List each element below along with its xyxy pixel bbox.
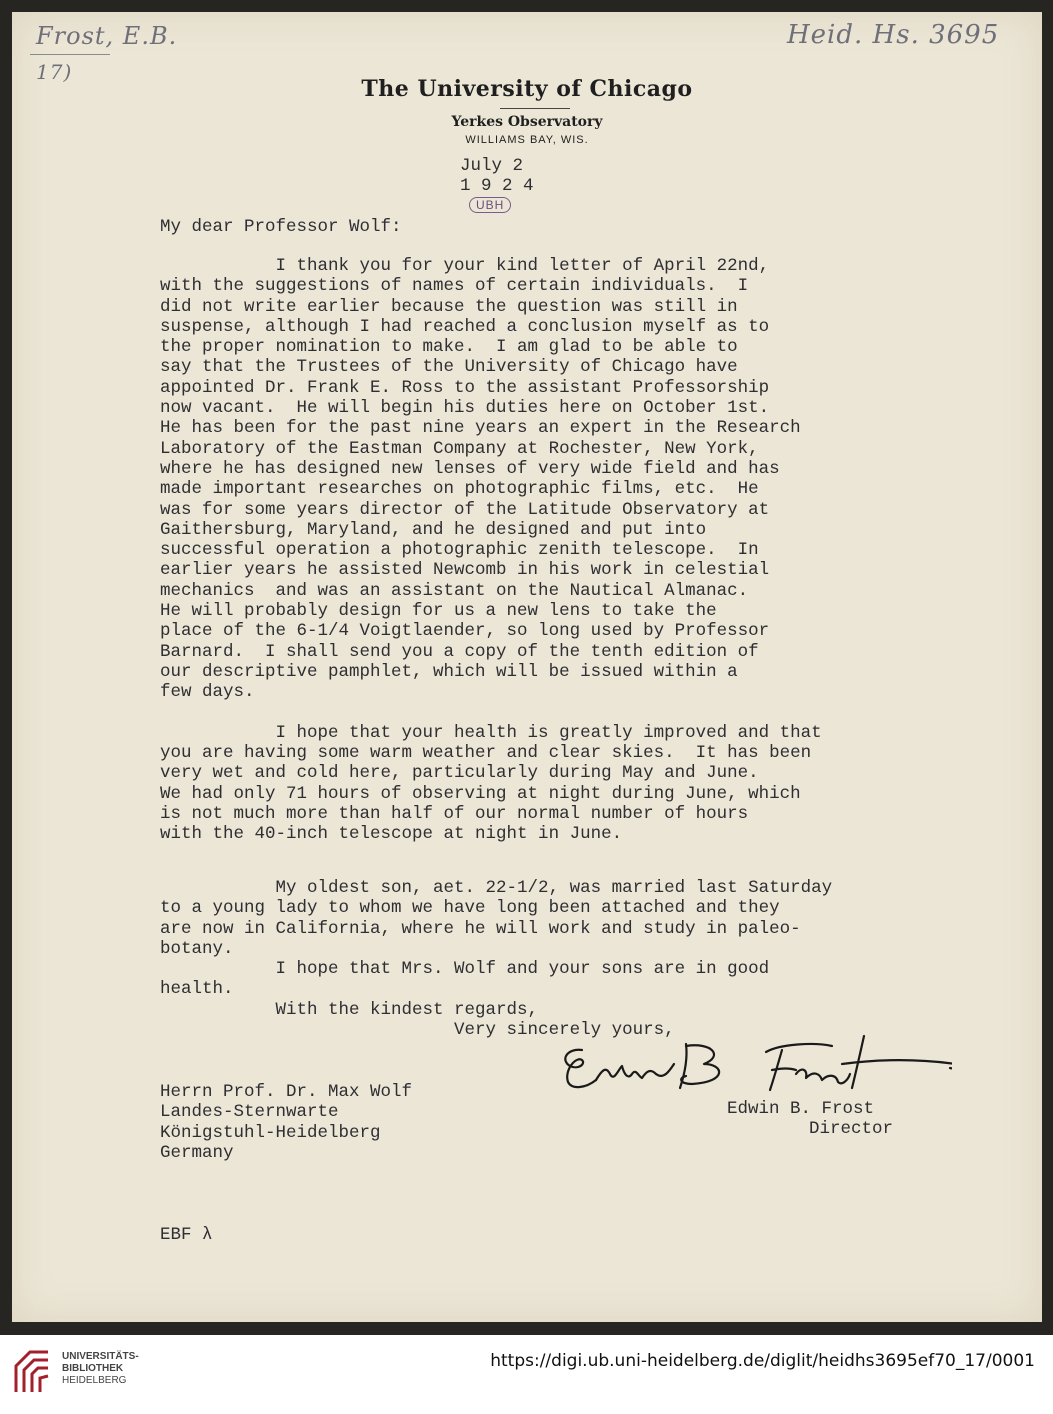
date-year: 1 9 2 4: [460, 176, 534, 196]
letter-closing: My oldest son, aet. 22-1/2, was married last Saturday to a young lady to whom we have long been attached and they are now in California, where he will work and study in paleo- botany. I hope that Mrs. Wolf and your sons are in good health. With the kindest regards, Very sincerely yours,: [160, 878, 833, 1041]
letter-date: [460, 156, 534, 196]
letter-body: I thank you for your kind letter of April 22nd, with the suggestions of names of certain individuals. I did not write earlier because the question was still in suspense, although I had reached a conclusion myself as to the proper nomination to make. I am glad to be able to say that the Trustees of the University of Chicago have appointed Dr. Frank E. Ross to the assistant Professorship now vacant. He will begin his duties here on October 1st. He has been for the past nine years an expert in the Research Laboratory of the Eastman Company at Rochester, New York, where he has designed new lenses of very wide field and has made important researches on photographic films, etc. He was for some years director of the Latitude Observatory at Gaithersburg, Maryland, and he designed and put into successful operation a photographic zenith telescope. In earlier years he assisted Newcomb in his work in celestial mechanics and was an assistant on the Nautical Almanac. He will probably design for us a new lens to take the place of the 6-1/4 Voigtlaender, so long used by Professor Barnard. I shall send you a copy of the tenth edition of our descriptive pamphlet, which will be issued within a few days. I hope that your health is greatly improved and that you are having some warm weather and clear skies. It has been very wet and cold here, particularly during May and June. We had only 71 hours of observing at night during June, which is not much more than half of our normal number of hours with the 40-inch telescope at night in June.: [160, 256, 822, 845]
letterhead-university: The University of Chicago: [361, 76, 693, 102]
pencil-note-shelfmark: Heid. Hs. 3695: [787, 20, 1000, 50]
library-name-line: BIBLIOTHEK: [62, 1363, 124, 1374]
signer-title: Director: [809, 1119, 894, 1139]
library-name-line: UNIVERSITÄTS-: [62, 1351, 139, 1362]
letterhead-observatory: Yerkes Observatory: [451, 114, 603, 130]
pencil-note-author: Frost, E.B.: [36, 22, 178, 50]
library-stamp: UBH: [469, 197, 511, 213]
signer-name: Edwin B. Frost: [727, 1099, 875, 1119]
typist-initials: EBF λ: [160, 1225, 213, 1245]
recipient-address: Herrn Prof. Dr. Max Wolf Landes-Sternwarte Königstuhl-Heidelberg Germany: [160, 1082, 413, 1163]
letter-page: [12, 12, 1042, 1322]
salutation: My dear Professor Wolf:: [160, 217, 402, 237]
pencil-underline: [30, 54, 110, 55]
library-name: [62, 1351, 139, 1387]
letterhead-rule: [500, 108, 570, 109]
permalink-url[interactable]: https://digi.ub.uni-heidelberg.de/diglit/heidhs3695ef70_17/0001: [490, 1351, 1035, 1371]
viewer-footer: [0, 1335, 1053, 1414]
library-name-line: HEIDELBERG: [62, 1375, 127, 1386]
handwritten-signature: [552, 1030, 952, 1100]
pencil-note-number: 17): [36, 60, 73, 84]
date-month-day: July 2: [460, 156, 524, 176]
letterhead-address: WILLIAMS BAY, WIS.: [465, 134, 589, 146]
library-logo-icon: [12, 1348, 52, 1394]
